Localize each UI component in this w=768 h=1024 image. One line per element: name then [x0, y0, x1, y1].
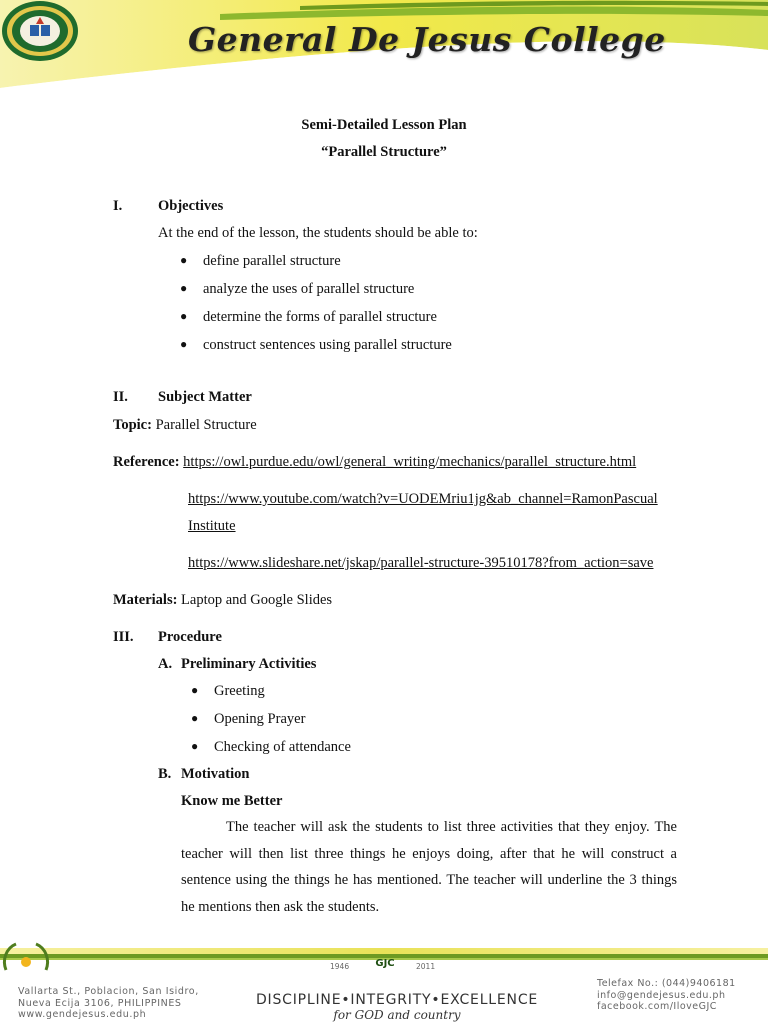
reference-link-slideshare[interactable]: https://www.slideshare.net/jskap/parallel-structure-39510178?from_action=save: [188, 555, 654, 571]
reference-label: Reference:: [113, 454, 180, 470]
objective-item: construct sentences using parallel structure: [203, 337, 452, 353]
activity-title: Know me Better: [181, 793, 283, 809]
subsection-label: B.: [158, 766, 172, 782]
subsection-heading-motivation: Motivation: [181, 766, 250, 782]
section-numeral: I.: [113, 198, 123, 214]
materials-line: [113, 591, 332, 609]
reference-link-youtube[interactable]: https://www.youtube.com/watch?v=UODEMriu1jg&ab_channel=RamonPascual: [188, 491, 658, 507]
address-line: Nueva Ecija 3106, PHILIPPINES: [18, 997, 182, 1009]
reference-line: [188, 554, 653, 572]
topic-label: Topic:: [113, 417, 152, 433]
bullet-icon: ●: [180, 337, 188, 351]
gjc-badge-text: GJC: [375, 958, 395, 969]
bullet-icon: ●: [191, 739, 199, 753]
materials-value: Laptop and Google Slides: [181, 592, 333, 608]
footer-address: [18, 986, 199, 1021]
subsection-heading-preliminary: Preliminary Activities: [181, 656, 317, 672]
objective-item: analyze the uses of parallel structure: [203, 281, 415, 297]
activity-item: Opening Prayer: [214, 711, 306, 727]
letterhead: [0, 0, 768, 95]
college-name: General De Jesus College: [188, 20, 666, 59]
objective-item: define parallel structure: [203, 253, 341, 269]
reference-link-purdue[interactable]: https://owl.purdue.edu/owl/general_writing/mechanics/parallel_structure.html: [183, 454, 637, 470]
founding-year: 1946: [330, 962, 350, 971]
topic-line: [113, 416, 257, 434]
lesson-title: “Parallel Structure”: [321, 144, 447, 160]
subsection-label: A.: [158, 656, 173, 672]
bullet-icon: ●: [180, 253, 188, 267]
letterhead-footer: [0, 940, 768, 1024]
reference-line: [188, 490, 658, 508]
section-heading-subject-matter: Subject Matter: [158, 389, 252, 405]
college-seal-icon: [0, 0, 80, 62]
section-numeral: II.: [113, 389, 128, 405]
address-line: Vallarta St., Poblacion, San Isidro,: [18, 986, 199, 997]
activity-item: Checking of attendance: [214, 739, 351, 755]
bullet-icon: ●: [191, 711, 199, 725]
section-heading-objectives: Objectives: [158, 198, 224, 214]
current-year: 2011: [416, 962, 436, 971]
bullet-icon: ●: [191, 683, 199, 697]
reference-line: [113, 453, 636, 471]
bullet-icon: ●: [180, 281, 188, 295]
bullet-icon: ●: [180, 309, 188, 323]
materials-label: Materials:: [113, 592, 178, 608]
reference-line: [188, 517, 236, 535]
footer-contact: [597, 978, 736, 1013]
motivation-paragraph: The teacher will ask the students to list three activities that they enjoy. The teacher will then list three things he enjoys doing, after that he will construct a sentence using the things he has mentioned. The teacher will underline the 3 things he mentions then ask the students.: [181, 819, 677, 915]
topic-value: Parallel Structure: [155, 417, 257, 433]
facebook-link[interactable]: facebook.com/IloveGJC: [597, 1001, 717, 1012]
activity-item: Greeting: [214, 683, 265, 699]
document-title: Semi-Detailed Lesson Plan: [301, 117, 467, 133]
reference-link-youtube-cont[interactable]: Institute: [188, 518, 236, 534]
gjc-laurel-icon: [0, 940, 52, 976]
telefax: Telefax No.: (044)9406181: [597, 978, 736, 989]
college-motto: DISCIPLINE•INTEGRITY•EXCELLENCE: [255, 992, 539, 1008]
section-heading-procedure: Procedure: [158, 629, 222, 645]
website-link[interactable]: www.gendejesus.edu.ph: [18, 1009, 147, 1020]
college-tagline: for GOD and country: [333, 1008, 461, 1022]
objective-item: determine the forms of parallel structure: [203, 309, 437, 325]
objectives-intro: At the end of the lesson, the students should be able to:: [158, 225, 478, 241]
section-numeral: III.: [113, 629, 134, 645]
email-link[interactable]: info@gendejesus.edu.ph: [597, 989, 726, 1001]
